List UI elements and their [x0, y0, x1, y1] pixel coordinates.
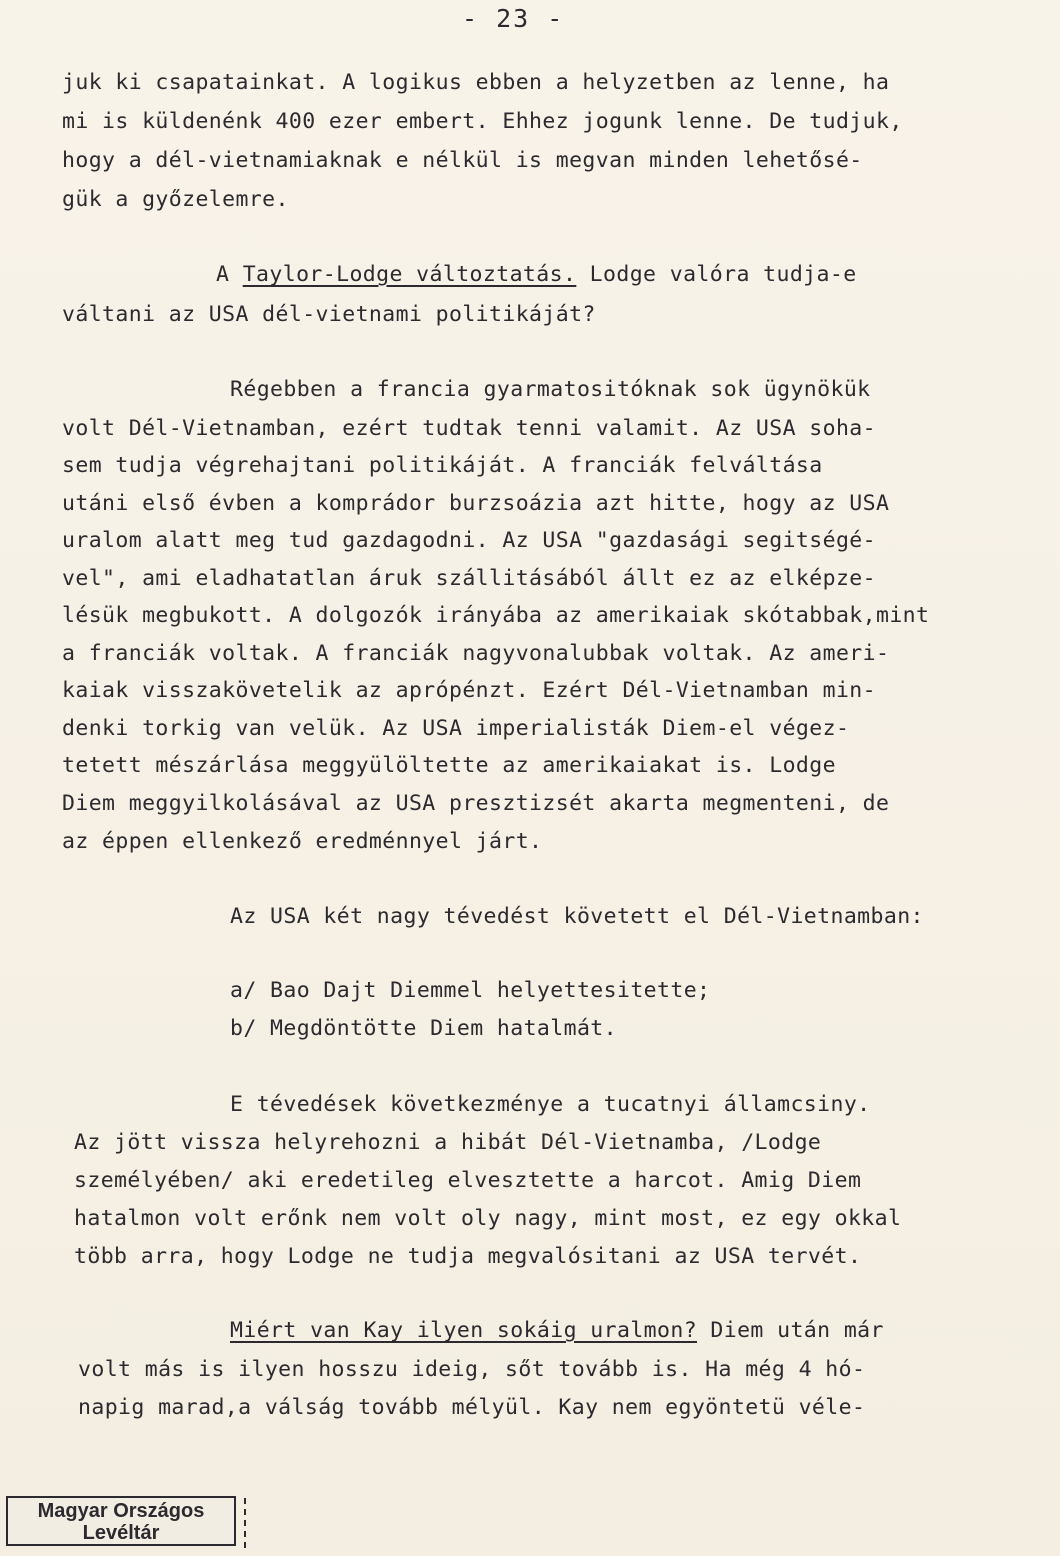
text-line: Régebben a francia gyarmatositóknak sok ügynökük — [230, 377, 871, 402]
text-line: a franciák voltak. A franciák nagyvonalubbak voltak. Az ameri- — [62, 641, 890, 666]
heading-rest: Lodge valóra tudja-e — [576, 262, 857, 287]
text-line: tetett mészárlása meggyülöltette az amerikaiakat is. Lodge — [62, 753, 836, 778]
text-line: uralom alatt meg tud gazdagodni. Az USA "gazdasági segitségé- — [62, 528, 876, 553]
list-item: b/ Megdöntötte Diem hatalmát. — [230, 1016, 617, 1041]
text-line: vel", ami eladhatatlan áruk szállitásából állt ez az elképze- — [62, 566, 876, 591]
heading-rest: Diem után már — [697, 1318, 884, 1343]
text-line: hatalmon volt erőnk nem volt oly nagy, mint most, ez egy okkal — [74, 1206, 902, 1231]
archive-stamp — [6, 1496, 236, 1546]
section-heading-line — [230, 1318, 884, 1343]
text-line: volt Dél-Vietnamban, ezért tudtak tenni valamit. Az USA soha- — [62, 416, 876, 441]
text-line: mi is küldenénk 400 ezer embert. Ehhez jogunk lenne. De tudjuk, — [62, 109, 903, 134]
text-line: Az jött vissza helyrehozni a hibát Dél-Vietnamba, /Lodge — [74, 1130, 822, 1155]
text-line: sem tudja végrehajtani politikáját. A franciák felváltása — [62, 453, 823, 478]
text-line: hogy a dél-vietnamiaknak e nélkül is megvan minden lehetősé- — [62, 148, 863, 173]
text-line: kaiak visszakövetelik az aprópénzt. Ezért Dél-Vietnamban min- — [62, 678, 876, 703]
list-item: a/ Bao Dajt Diemmel helyettesitette; — [230, 978, 711, 1003]
text-line: váltani az USA dél-vietnami politikáját? — [62, 302, 596, 327]
page-number: - 23 - — [462, 4, 565, 33]
text-line: utáni első évben a komprádor burzsoázia azt hitte, hogy az USA — [62, 491, 890, 516]
stamp-line-2: Levéltár — [82, 1522, 160, 1544]
text-line: denki torkig van velük. Az USA imperialisták Diem-el végez- — [62, 716, 850, 741]
section-heading: Miért van Kay ilyen sokáig uralmon? — [230, 1318, 698, 1343]
text-line: Az USA két nagy tévedést követett el Dél-Vietnamban: — [230, 904, 924, 929]
section-heading: Taylor-Lodge változtatás. — [242, 262, 577, 287]
text-line: lésük megbukott. A dolgozók irányába az amerikaiak skótabbak,mint — [62, 603, 930, 628]
text-line: juk ki csapatainkat. A logikus ebben a helyzetben az lenne, ha — [62, 70, 890, 95]
text-line: személyében/ aki eredetileg elvesztette a harcot. Amig Diem — [74, 1168, 862, 1193]
text-line: volt más is ilyen hosszu ideig, sőt tovább is. Ha még 4 hó- — [78, 1357, 866, 1382]
text-line: az éppen ellenkező eredménnyel járt. — [62, 829, 543, 854]
text-line: E tévedések következménye a tucatnyi államcsiny. — [230, 1092, 871, 1117]
text-line: több arra, hogy Lodge ne tudja megvalósitani az USA tervét. — [74, 1244, 862, 1269]
text-line: napig marad,a válság tovább mélyül. Kay nem egyöntetü véle- — [78, 1395, 866, 1420]
heading-prefix: A — [216, 262, 243, 287]
text-line: gük a győzelemre. — [62, 187, 289, 212]
text-line: Diem meggyilkolásával az USA presztizsét akarta megmenteni, de — [62, 791, 890, 816]
stamp-line-1: Magyar Országos — [37, 1500, 205, 1522]
section-heading-line — [216, 262, 857, 287]
